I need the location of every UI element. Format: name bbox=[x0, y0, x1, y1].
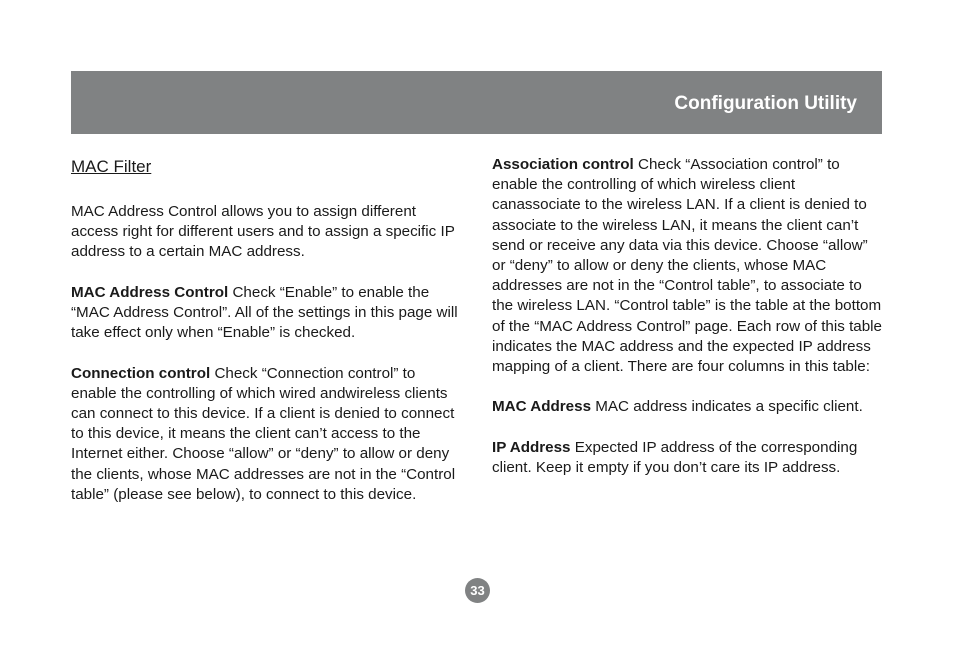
mac-address-paragraph bbox=[492, 397, 882, 417]
connection-control-paragraph bbox=[71, 364, 459, 505]
connection-control-text: Check “Connection control” to enable the controlling of which wired andwireless clients can connect to this device. If a client is denied to connect to this device, it means the client can’t access to the Internet either. Choose “allow” or “deny” to allow or deny the clients, whose MAC addresses are not in the “Control table” (please see below), to connect to this device. bbox=[71, 364, 456, 503]
right-column bbox=[492, 155, 882, 478]
association-control-text: Check “Association control” to enable the controlling of which wireless client canassociate to the wireless LAN. If a client is denied to associate to the wireless LAN, it means the client can’t send or receive any data via this device. Choose “allow” or “deny” to allow or deny the clients, whose MAC addresses are not in the “Control table”, to associate to the wireless LAN. “Control table” is the table at the bottom of the “MAC Address Control” page. Each row of this table indicates the MAC address and the expected IP address mapping of a client. There are four columns in this table: bbox=[492, 156, 883, 376]
association-control-paragraph bbox=[492, 155, 882, 377]
header-bar bbox=[71, 71, 882, 134]
ip-address-paragraph bbox=[492, 438, 882, 478]
ip-address-text: Expected IP address of the corresponding client. Keep it empty if you don’t care its IP address. bbox=[492, 438, 858, 477]
mac-address-text: MAC address indicates a specific client. bbox=[591, 398, 863, 416]
ip-address-term: IP Address bbox=[492, 438, 571, 456]
mac-address-control-text: Check “Enable” to enable the “MAC Address Control”. All of the settings in this page will take effect only when “Enable” is checked. bbox=[71, 283, 458, 342]
mac-address-term: MAC Address bbox=[492, 398, 592, 416]
mac-address-control-term: MAC Address Control bbox=[71, 283, 229, 301]
left-column bbox=[71, 156, 459, 505]
intro-paragraph: MAC Address Control allows you to assign different access right for different users and to assign a specific IP address to a certain MAC address. bbox=[71, 203, 455, 261]
mac-address-control-paragraph bbox=[71, 283, 459, 344]
section-title-mac-filter: MAC Filter bbox=[71, 157, 152, 176]
page-number-badge: 33 bbox=[465, 578, 490, 603]
association-control-term: Association control bbox=[492, 156, 634, 173]
connection-control-term: Connection control bbox=[71, 364, 211, 382]
page-title: Configuration Utility bbox=[674, 93, 857, 114]
